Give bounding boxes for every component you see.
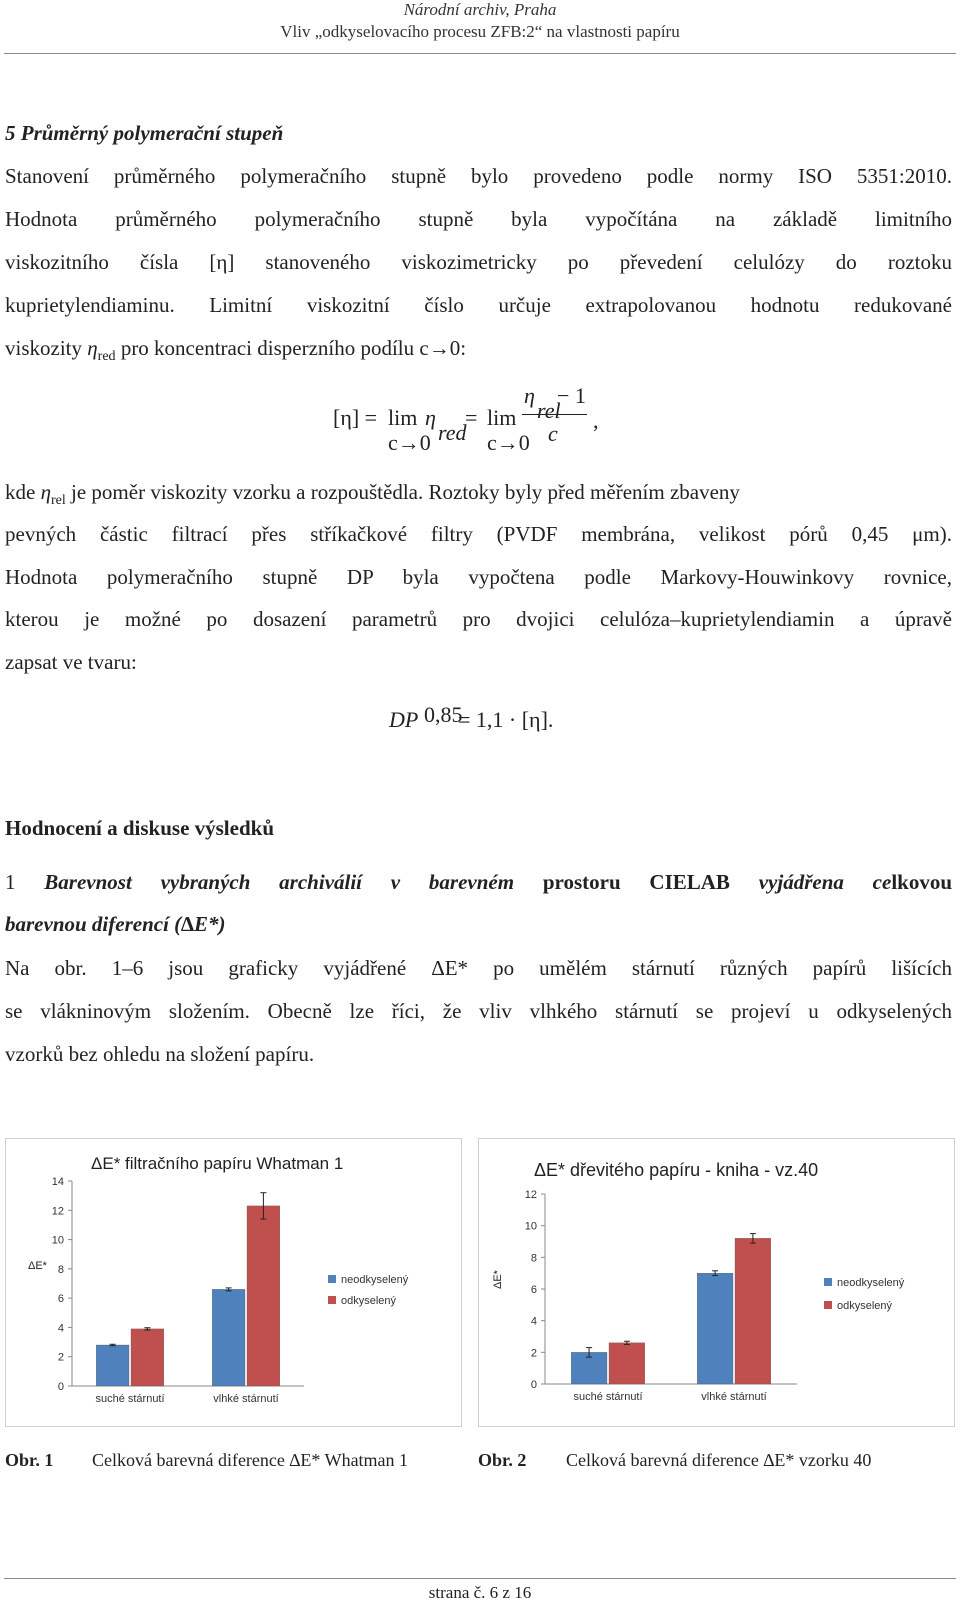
header-archive-name: Národní archiv, Praha xyxy=(403,0,557,19)
y-tick-label: 8 xyxy=(57,1263,64,1276)
bar xyxy=(697,1273,733,1384)
y-tick-label: 0 xyxy=(530,1379,537,1391)
paragraph-line: se vlákninovým složením. Obecně lze říci, že vliv vlhkého stárnutí se projeví u odkyselených xyxy=(5,999,952,1023)
eq-lim-2: lim xyxy=(487,405,517,430)
text-fragment: viskozity xyxy=(5,336,88,360)
header-document-title: Vliv „odkyselovacího procesu ZFB:2“ na vlastnosti papíru xyxy=(280,22,680,41)
eq-num-sub: rel xyxy=(537,398,561,423)
x-tick-label: suché stárnutí xyxy=(95,1393,165,1405)
legend-label: odkyselený xyxy=(837,1300,893,1312)
paragraph-line: Stanovení průměrného polymeračního stupně bylo provedeno podle normy ISO 5351:2010. xyxy=(5,164,952,188)
eq-lim-cond-2: c→0 xyxy=(487,430,530,455)
text-fragment: Barevnost vybraných archiválií v barevném xyxy=(44,870,515,894)
legend-swatch xyxy=(328,1296,336,1304)
page-number: strana č. 6 z 16 xyxy=(428,1583,532,1602)
legend-swatch xyxy=(328,1275,336,1283)
results-subheading-line2: barevnou diferencí (∆E*) xyxy=(5,912,226,936)
legend-label: neodkyselený xyxy=(837,1277,905,1289)
bar xyxy=(131,1329,164,1386)
chart-whatman-svg xyxy=(6,1139,461,1426)
y-tick-label: 8 xyxy=(530,1252,537,1265)
paragraph-line: vzorků bez ohledu na složení papíru. xyxy=(5,1042,315,1066)
bar xyxy=(609,1343,645,1384)
eq-dp-rhs: = 1,1 · [η]. xyxy=(458,707,554,732)
eq-lim-cond-1: c→0 xyxy=(388,430,431,455)
eq-equals: = xyxy=(465,405,478,430)
paragraph-line: viskozitního čísla [η] stanoveného viskozimetricky po převedení celulózy do roztoku xyxy=(5,250,952,274)
figure2-label: Obr. 2 xyxy=(478,1450,527,1470)
chart-sample-40-svg xyxy=(479,1139,954,1426)
eq-fraction-bar xyxy=(522,414,587,415)
subscript-red: red xyxy=(97,349,116,365)
y-tick-label: 0 xyxy=(57,1381,64,1393)
header-divider xyxy=(4,53,956,54)
legend-swatch xyxy=(824,1301,832,1309)
y-tick-label: 4 xyxy=(57,1322,64,1335)
eta-symbol: η xyxy=(87,336,98,360)
chart-title: ΔE* filtračního papíru Whatman 1 xyxy=(91,1154,344,1173)
y-tick-label: 14 xyxy=(51,1176,64,1188)
y-tick-label: 10 xyxy=(524,1220,537,1233)
subscript-rel: rel xyxy=(51,493,66,509)
legend-label: neodkyselený xyxy=(341,1274,409,1286)
y-tick-label: 12 xyxy=(51,1205,64,1218)
eq-comma: , xyxy=(593,408,599,433)
paragraph-line xyxy=(5,336,952,369)
results-heading: Hodnocení a diskuse výsledků xyxy=(5,816,275,840)
legend-swatch xyxy=(824,1278,832,1286)
y-tick-label: 6 xyxy=(57,1293,64,1306)
y-tick-label: 6 xyxy=(530,1284,537,1296)
eq-dp-lhs: DP xyxy=(389,707,419,732)
text-fragment: je poměr viskozity vzorku a rozpouštědla. Roztoky byly před měřením zbaveny xyxy=(65,480,740,504)
y-tick-label: 12 xyxy=(524,1189,537,1201)
text-fragment: kde xyxy=(5,480,41,504)
eq-denominator: c xyxy=(548,421,558,446)
paragraph-line: Hodnota polymeračního stupně DP byla vypočtena podle Markovy-Houwinkovy rovnice, xyxy=(5,565,952,589)
eq-num-eta: η xyxy=(524,383,535,408)
y-tick-label: 2 xyxy=(530,1347,537,1360)
eq-lim-1: lim xyxy=(388,405,418,430)
section-heading-polymerization: 5 Průměrný polymerační stupeň xyxy=(5,121,284,145)
y-tick-label: 4 xyxy=(530,1315,537,1328)
eq-eta: η xyxy=(425,405,436,430)
eta-symbol: η xyxy=(40,480,51,504)
text-fragment: vyjádřena ce xyxy=(758,870,892,894)
x-tick-label: vlhké stárnutí xyxy=(701,1391,767,1403)
x-tick-label: vlhké stárnutí xyxy=(213,1393,279,1405)
text-fragment: pro koncentraci disperzního podílu c→0: xyxy=(115,336,467,360)
paragraph-line: zapsat ve tvaru: xyxy=(5,650,137,674)
paragraph-line: Na obr. 1–6 jsou graficky vyjádřené ΔE* po umělém stárnutí různých papírů lišících xyxy=(5,956,952,980)
figure1-label: Obr. 1 xyxy=(5,1450,54,1470)
paragraph-line xyxy=(5,480,952,513)
chart-sample-40 xyxy=(478,1138,955,1427)
bar xyxy=(96,1345,129,1386)
paragraph-line: kterou je možné po dosazení parametrů pro dvojici celulóza–kuprietylendiamin a úpravě xyxy=(5,607,952,631)
x-tick-label: suché stárnutí xyxy=(573,1391,643,1403)
paragraph-line: Hodnota průměrného polymeračního stupně byla vypočítána na základě limitního xyxy=(5,207,952,231)
bar xyxy=(247,1206,280,1386)
eq-bracket-eta: [η] = xyxy=(333,405,378,430)
y-axis-label: ΔE* xyxy=(28,1260,47,1272)
paragraph-line: kuprietylendiaminu. Limitní viskozitní číslo určuje extrapolovanou hodnotu redukované xyxy=(5,293,952,317)
y-tick-label: 10 xyxy=(51,1234,64,1247)
chart-whatman xyxy=(5,1138,462,1427)
footer-divider xyxy=(4,1578,956,1579)
text-fragment: lkovou xyxy=(891,870,953,894)
paragraph-line: pevných částic filtrací přes stříkačkové filtry (PVDF membrána, velikost pórů 0,45 μm). xyxy=(5,522,952,546)
chart-title: ΔE* dřevitého papíru - kniha - vz.40 xyxy=(534,1160,819,1180)
text-fragment: 1 xyxy=(5,870,45,894)
eq-dp-exponent: 0,85 xyxy=(424,702,463,727)
eq-sub-red: red xyxy=(438,420,467,445)
bar xyxy=(735,1238,771,1384)
bar xyxy=(212,1289,245,1386)
figure2-caption: Celková barevná diference ∆E* vzorku 40 xyxy=(566,1450,872,1470)
eq-num-minus-one: − 1 xyxy=(557,383,586,408)
figure1-caption: Celková barevná diference ∆E* Whatman 1 xyxy=(92,1450,409,1470)
legend-label: odkyselený xyxy=(341,1295,397,1307)
y-axis-label: ΔE* xyxy=(492,1270,504,1289)
results-subheading-line1 xyxy=(5,870,952,894)
text-fragment: prostoru CIELAB xyxy=(514,870,759,894)
y-tick-label: 2 xyxy=(57,1351,64,1364)
